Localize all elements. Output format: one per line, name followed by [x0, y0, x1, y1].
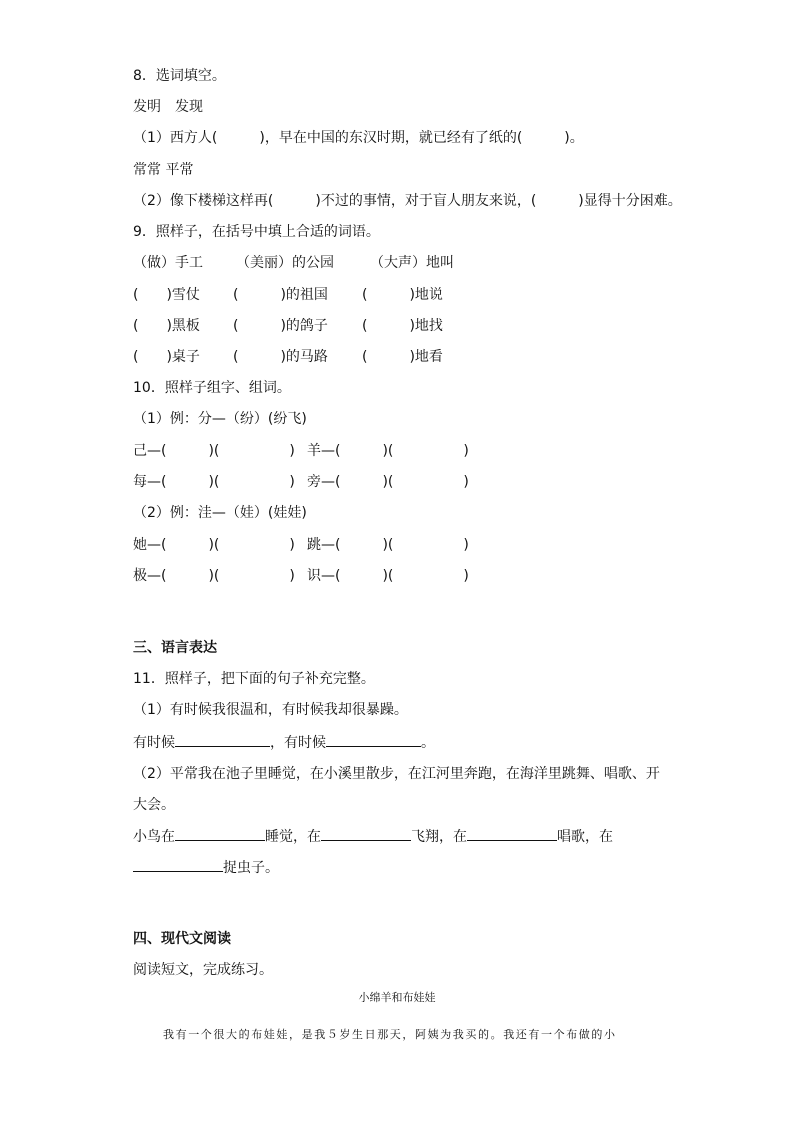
fill-text: 飞翔，在	[411, 829, 467, 845]
answer-blank[interactable]	[133, 857, 223, 872]
q10-blank-cell[interactable]: 识—( )( )	[307, 568, 469, 584]
fill-text: 小鸟在	[133, 829, 175, 845]
q10-example-2: （2）例：洼—（娃）(娃娃)	[133, 505, 307, 521]
q10-blank-cell[interactable]: 己—( )( )	[133, 443, 295, 459]
passage-title: 小绵羊和布娃娃	[358, 991, 436, 1004]
answer-blank[interactable]	[321, 826, 411, 841]
fill-text: 唱歌，在	[557, 829, 613, 845]
answer-blank[interactable]	[326, 732, 421, 747]
q8-title: 8．选词填空。	[133, 68, 226, 84]
q11-fill-sentence-2	[133, 826, 613, 847]
q9-example-1: （做）手工	[133, 255, 203, 271]
q9-blank-cell[interactable]: ( )的马路	[233, 349, 328, 365]
q11-fill-sentence-2-cont	[133, 857, 279, 878]
reading-instruction: 阅读短文，完成练习。	[133, 962, 273, 978]
q10-example-1: （1）例：分—（纷）(纷飞)	[133, 411, 307, 427]
q9-title: 9．照样子，在括号中填上合适的词语。	[133, 224, 380, 240]
q9-blank-cell[interactable]: ( )雪仗	[133, 287, 200, 303]
q8-word-choices-2: 常常 平常	[133, 162, 194, 178]
section-3-heading: 三、语言表达	[133, 640, 217, 656]
q9-blank-cell[interactable]: ( )地看	[362, 349, 443, 365]
q11-example-2-line-1: （2）平常我在池子里睡觉，在小溪里散步，在江河里奔跑，在海洋里跳舞、唱歌、开	[133, 766, 660, 782]
q10-blank-cell[interactable]: 跳—( )( )	[307, 537, 469, 553]
q10-blank-cell[interactable]: 每—( )( )	[133, 474, 295, 490]
q10-blank-cell[interactable]: 她—( )( )	[133, 537, 295, 553]
q10-blank-cell[interactable]: 羊—( )( )	[307, 443, 469, 459]
q9-example-3: （大声）地叫	[370, 255, 454, 271]
q8-sentence-1: （1）西方人( )，早在中国的东汉时期，就已经有了纸的( )。	[133, 130, 584, 146]
fill-text: 捉虫子。	[223, 860, 279, 876]
q9-blank-cell[interactable]: ( )地找	[362, 318, 443, 334]
q8-sentence-2: （2）像下楼梯这样再( )不过的事情，对于盲人朋友来说，( )显得十分困难。	[133, 193, 682, 209]
q10-title: 10．照样子组字、组词。	[133, 380, 291, 396]
q11-title: 11．照样子，把下面的句子补充完整。	[133, 671, 375, 687]
fill-text: ，有时候	[270, 735, 326, 751]
section-4-heading: 四、现代文阅读	[133, 931, 231, 947]
q9-blank-cell[interactable]: ( )地说	[362, 287, 443, 303]
q9-blank-cell[interactable]: ( )的鸽子	[233, 318, 328, 334]
q9-blank-cell[interactable]: ( )的祖国	[233, 287, 328, 303]
q10-blank-cell[interactable]: 极—( )( )	[133, 568, 295, 584]
q11-fill-sentence-1	[133, 732, 435, 753]
fill-text: 睡觉，在	[265, 829, 321, 845]
q11-example-2-line-2: 大会。	[133, 797, 175, 813]
passage-line: 我有一个很大的布娃娃，是我５岁生日那天，阿姨为我买的。我还有一个布做的小	[163, 1028, 617, 1041]
q9-example-2: （美丽）的公园	[236, 255, 334, 271]
q8-word-choices-1: 发明 发现	[133, 99, 203, 115]
q9-blank-cell[interactable]: ( )黑板	[133, 318, 200, 334]
answer-blank[interactable]	[467, 826, 557, 841]
answer-blank[interactable]	[175, 826, 265, 841]
fill-text: 有时候	[133, 735, 175, 751]
fill-text: 。	[421, 735, 435, 751]
q10-blank-cell[interactable]: 旁—( )( )	[307, 474, 469, 490]
q9-blank-cell[interactable]: ( )桌子	[133, 349, 200, 365]
q11-example-1: （1）有时候我很温和，有时候我却很暴躁。	[133, 702, 408, 718]
answer-blank[interactable]	[175, 732, 270, 747]
